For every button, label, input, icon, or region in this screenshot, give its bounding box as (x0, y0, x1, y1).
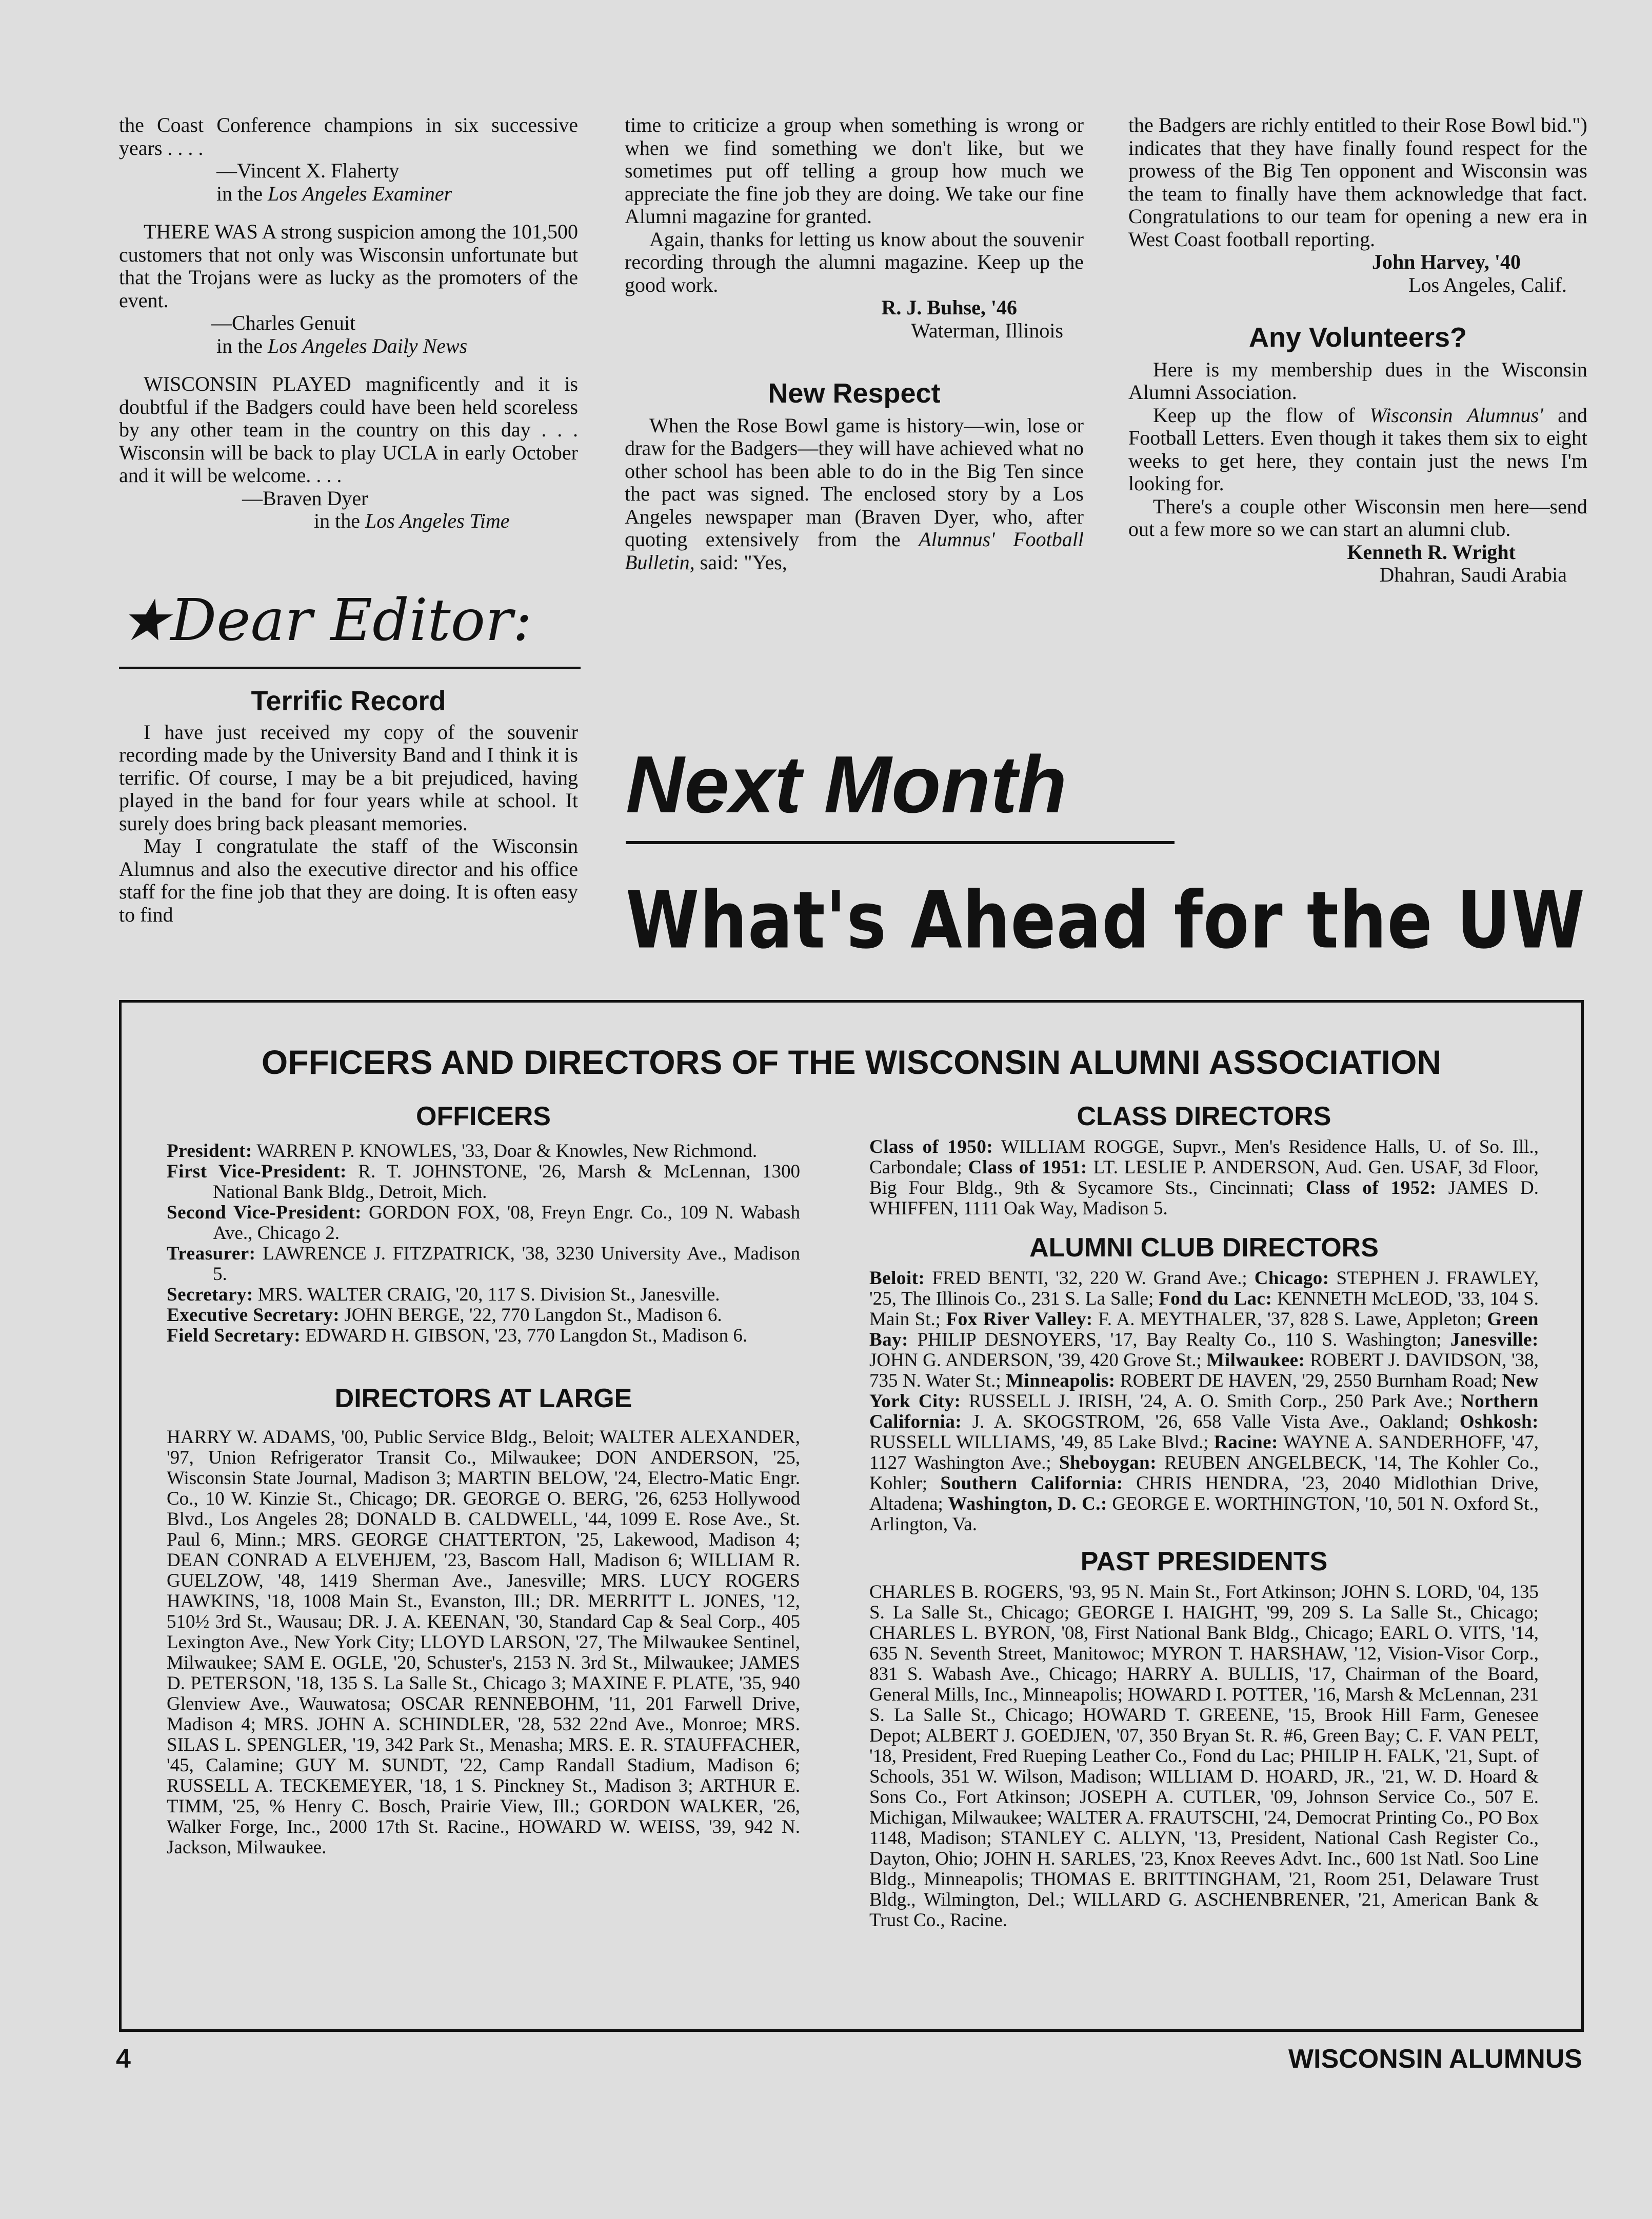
attribution-source: in the Los Angeles Time (314, 509, 510, 532)
attribution-name: —Vincent X. Flaherty (216, 159, 400, 182)
signature-name: John Harvey, '40 (1371, 250, 1521, 273)
attribution-source: in the Los Angeles Examiner (216, 182, 452, 205)
letter-paragraph: May I congratulate the staff of the Wisconsin Alumnus and also the executive director and his office staff for the fine job that they are doing. It is often easy to find (119, 834, 578, 926)
heading-any-volunteers: Any Volunteers? (1248, 322, 1467, 353)
column-1 (119, 114, 578, 533)
alumni-club-directors-text: Beloit: FRED BENTI, '32, 220 W. Grand Ave.; Chicago: STEPHEN J. FRAWLEY, '25, The Illinois Co., 231 S. La Salle; Fond du Lac: KENNETH McLEOD, '33, 104 S. Main St.; Fox River Valley: F. A. MEYTHALER, '37, 828 S. Lawe, Appleton; Green Bay: PHILIP DESNOYERS, '17, Bay Realty Co., 110 S. Washington; Janesville: JOHN G. ANDERSON, '39, 420 Grove St.; Milwaukee: ROBERT J. DAVIDSON, '38, 735 N. Water St.; Minneapolis: ROBERT DE HAVEN, '29, 2550 Burnham Road; New York City: RUSSELL J. IRISH, '24, A. O. Smith Corp., 250 Park Ave.; Northern California: J. A. SKOGSTROM, '26, 658 Valle Vista Ave., Oakland; Oshkosh: RUSSELL WILLIAMS, '49, 85 Lake Blvd.; Racine: WAYNE A. SANDERHOFF, '47, 1127 Washington Ave.; Sheboygan: REUBEN ANGELBECK, '14, The Kohler Co., Kohler; Southern California: CHRIS HENDRA, '23, 2040 Midlothian Drive, Altadena; Washington, D. C.: GEORGE E. WORTHINGTON, '10, 501 N. Oxford St., Arlington, Va. (869, 1268, 1539, 1535)
officer-entry: Executive Secretary: JOHN BERGE, '22, 770 Langdon St., Madison 6. (167, 1305, 722, 1326)
column-3 (1128, 114, 1587, 587)
next-month-title: Next Month (626, 739, 1067, 830)
page-number: 4 (116, 2044, 131, 2074)
officer-entry: Treasurer: LAWRENCE J. FITZPATRICK, '38, 3230 University Ave., Madison 5. (167, 1243, 801, 1285)
officer-entry: Secretary: MRS. WALTER CRAIG, '20, 117 S. Division St., Janesville. (167, 1284, 720, 1305)
heading-past-presidents: PAST PRESIDENTS (1080, 1547, 1328, 1576)
signature-place: Los Angeles, Calif. (1408, 273, 1567, 296)
heading-new-respect: New Respect (768, 378, 941, 409)
heading-class-directors: CLASS DIRECTORS (1077, 1102, 1331, 1131)
letter-paragraph: I have just received my copy of the souvenir recording made by the University Band and I think it is terrific. Of course, I may be a bit prejudiced, having played in the band for four years while at school. It surely does bring back pleasant memories. (119, 720, 578, 835)
attribution-source: in the Los Angeles Daily News (216, 334, 468, 357)
letter-paragraph: When the Rose Bowl game is history—win, lose or draw for the Badgers—they will have achieved what no other school has been able to do in the Big Ten since the pact was signed. The enclosed story by a Los Angeles newspaper man (Braven Dyer, who, after quoting extensively from the Alumnus' Football Bulletin, said: "Yes, (625, 413, 1084, 574)
letter-paragraph: Keep up the flow of Wisconsin Alumnus' and Football Letters. Even though it takes them six to eight weeks to get here, they contain just the news I'm looking for. (1128, 403, 1588, 495)
box-title: OFFICERS AND DIRECTORS OF THE WISCONSIN ALUMNI ASSOCIATION (261, 1043, 1442, 1081)
next-month-subtitle: What's Ahead for the UW (626, 874, 1585, 967)
attribution-name: —Braven Dyer (242, 486, 368, 510)
quote-genuit: THERE WAS A strong suspicion among the 101,500 customers that not only was Wisconsin unfortunate but that the Trojans were as lucky as the promoters of the event. (119, 220, 578, 312)
quote-flaherty: the Coast Conference champions in six successive years . . . . (119, 113, 578, 159)
past-presidents-text: CHARLES B. ROGERS, '93, 95 N. Main St., Fort Atkinson; JOHN S. LORD, '04, 135 S. La Salle St., Chicago; GEORGE I. HAIGHT, '99, 209 S. La Salle St., Chicago; CHARLES L. BYRON, '08, First National Bank Bldg., Chicago; EARL O. VITS, '14, 635 N. Seventh Street, Manitowoc; MYRON T. HARSHAW, '12, Vision-Visor Corp., 831 S. Wabash Ave., Chicago; HARRY A. BULLIS, '17, Chairman of the Board, General Mills, Inc., Minneapolis; HOWARD I. POTTER, '16, Marsh & McLennan, 231 S. La Salle St., Chicago; HOWARD T. GREENE, '15, Brook Hill Farm, Genesee Depot; ALBERT J. GOEDJEN, '07, 350 Bryan St. R. #6, Green Bay; C. F. VAN PELT, '18, President, Fred Rueping Leather Co., Fond du Lac; PHILIP H. FALK, '21, Supt. of Schools, 351 W. Wilson, Madison; WILLIAM D. HOARD, JR., '21, W. D. Hoard & Sons Co., Fort Atkinson; JOSEPH A. CUTLER, '09, Johnson Service Co., 507 E. Michigan, Milwaukee; WALTER A. FRAUTSCHI, '24, Democrat Printing Co., PO Box 1148, Madison; STANLEY C. ALLYN, '13, President, National Cash Register Co., Dayton, Ohio; JOHN H. SARLES, '23, Knox Reeves Advt. Inc., 600 1st Natl. Soo Line Bldg., Minneapolis; THOMAS E. BRITTINGHAM, '21, Room 251, Delaware Trust Bldg., Wilmington, Del.; WILLARD G. ASCHENBRENER, '21, American Bank & Trust Co., Racine. (869, 1582, 1539, 1931)
signature-place: Dhahran, Saudi Arabia (1379, 563, 1567, 586)
quote-dyer: WISCONSIN PLAYED magnificently and it is doubtful if the Badgers could have been held scoreless by any other team in the country on this day . . . Wisconsin will be back to play UCLA in early October and it will be welcome. . . . (119, 372, 578, 487)
officer-entry: President: WARREN P. KNOWLES, '33, Doar & Knowles, New Richmond. (167, 1141, 758, 1162)
divider (626, 841, 1175, 844)
letter-paragraph: the Badgers are richly entitled to their Rose Bowl bid.") indicates that they have finally found respect for the prowess of the Big Ten opponent and Wisconsin was the team to finally have them acknowledge that fact. Congratulations to our team for opening a new era in West Coast football reporting. (1128, 113, 1587, 251)
column-1-letters (119, 686, 578, 926)
magazine-name: WISCONSIN ALUMNUS (1288, 2044, 1582, 2074)
letter-paragraph: Here is my membership dues in the Wisconsin Alumni Association. (1128, 357, 1587, 404)
divider (119, 667, 581, 669)
letter-paragraph: time to criticize a group when something is wrong or when we find something we don't like, but we sometimes put off telling a group how much we appreciate the fine job they are doing. We take our fine Alumni magazine for granted. (625, 113, 1084, 228)
officers-directors-box (119, 1000, 1584, 2032)
column-2 (625, 114, 1084, 574)
directors-at-large-text: HARRY W. ADAMS, '00, Public Service Bldg., Beloit; WALTER ALEXANDER, '97, Union Refrigerator Transit Co., Milwaukee; DON ANDERSON, '25, Wisconsin State Journal, Madison 3; MARTIN BELOW, '24, Electro-Matic Engr. Co., 10 W. Kinzie St., Chicago; DR. GEORGE O. BERG, '26, 6253 Hollywood Blvd., Los Angeles 28; DONALD B. CALDWELL, '44, 1099 E. Rose Ave., St. Paul 6, Minn.; MRS. GEORGE CHATTERTON, '25, Lakewood, Madison 4; DEAN CONRAD A ELVEHJEM, '23, Bascom Hall, Madison 6; WILLIAM R. GUELZOW, '48, 1419 Sherman Ave., Janesville; MRS. LUCY ROGERS HAWKINS, '18, 1008 Main St., Evanston, Ill.; DR. MERRITT L. JONES, '12, 510½ 3rd St., Wausau; DR. J. A. KEENAN, '30, Standard Cap & Seal Corp., 405 Lexington Ave., New York City; LLOYD LARSON, '27, The Milwaukee Sentinel, Milwaukee; SAM E. OGLE, '20, Schuster's, 2153 N. 3rd St., Milwaukee; JAMES D. PETERSON, '18, 135 S. La Salle St., Chicago 3; MAXINE F. PLATE, '35, 940 Glenview Ave., Wauwatosa; OSCAR RENNEBOHM, '11, 201 Farwell Drive, Madison 4; MRS. JOHN A. SCHINDLER, '28, 532 22nd Ave., Monroe; MRS. SILAS L. SPENGLER, '19, 342 Park St., Menasha; MRS. E. R. STAUFFACHER, '45, Calamine; GUY M. SUNDT, '22, Camp Randall Stadium, Madison 6; RUSSELL A. TECKEMEYER, '18, 1 S. Pinckney St., Madison 3; ARTHUR E. TIMM, '25, % Henry C. Bosch, Prairie View, Ill.; GORDON WALKER, '26, Walker Forge, Inc., 2000 17th St. Racine., HOWARD W. WEISS, '39, 942 N. Jackson, Milwaukee. (167, 1427, 800, 1858)
box-left-column (167, 1100, 800, 1858)
signature-place: Waterman, Illinois (911, 318, 1063, 342)
box-right-column (869, 1100, 1539, 1931)
letter-paragraph: Again, thanks for letting us know about the souvenir recording through the alumni magazine. Keep up the good work. (625, 227, 1084, 296)
officer-entry: First Vice-President: R. T. JOHNSTONE, '26, Marsh & McLennan, 1300 National Bank Bldg., Detroit, Mich. (167, 1161, 801, 1203)
attribution-name: —Charles Genuit (211, 311, 356, 334)
dear-editor-title: ★Dear Editor: (119, 587, 532, 654)
officer-entry: Second Vice-President: GORDON FOX, '08, Freyn Engr. Co., 109 N. Wabash Ave., Chicago 2. (167, 1202, 801, 1244)
heading-alumni-club-directors: ALUMNI CLUB DIRECTORS (1029, 1233, 1379, 1263)
signature-name: Kenneth R. Wright (1347, 540, 1516, 564)
letter-paragraph: There's a couple other Wisconsin men here—send out a few more so we can start an alumni club. (1128, 494, 1587, 541)
heading-officers: OFFICERS (416, 1102, 551, 1131)
class-directors-text: Class of 1950: WILLIAM ROGGE, Supvr., Men's Residence Halls, U. of So. Ill., Carbondale; Class of 1951: LT. LESLIE P. ANDERSON, Aud. Gen. USAF, 3d Floor, Big Four Bldg., 9th & Sycamore Sts., Cincinnati; Class of 1952: JAMES D. WHIFFEN, 1111 Oak Way, Madison 5. (869, 1136, 1539, 1219)
heading-directors-at-large: DIRECTORS AT LARGE (334, 1384, 632, 1413)
officer-entry: Field Secretary: EDWARD H. GIBSON, '23, 770 Langdon St., Madison 6. (167, 1325, 748, 1346)
heading-terrific-record: Terrific Record (251, 686, 446, 716)
signature-name: R. J. Buhse, '46 (881, 296, 1017, 319)
officers-list (167, 1141, 800, 1346)
